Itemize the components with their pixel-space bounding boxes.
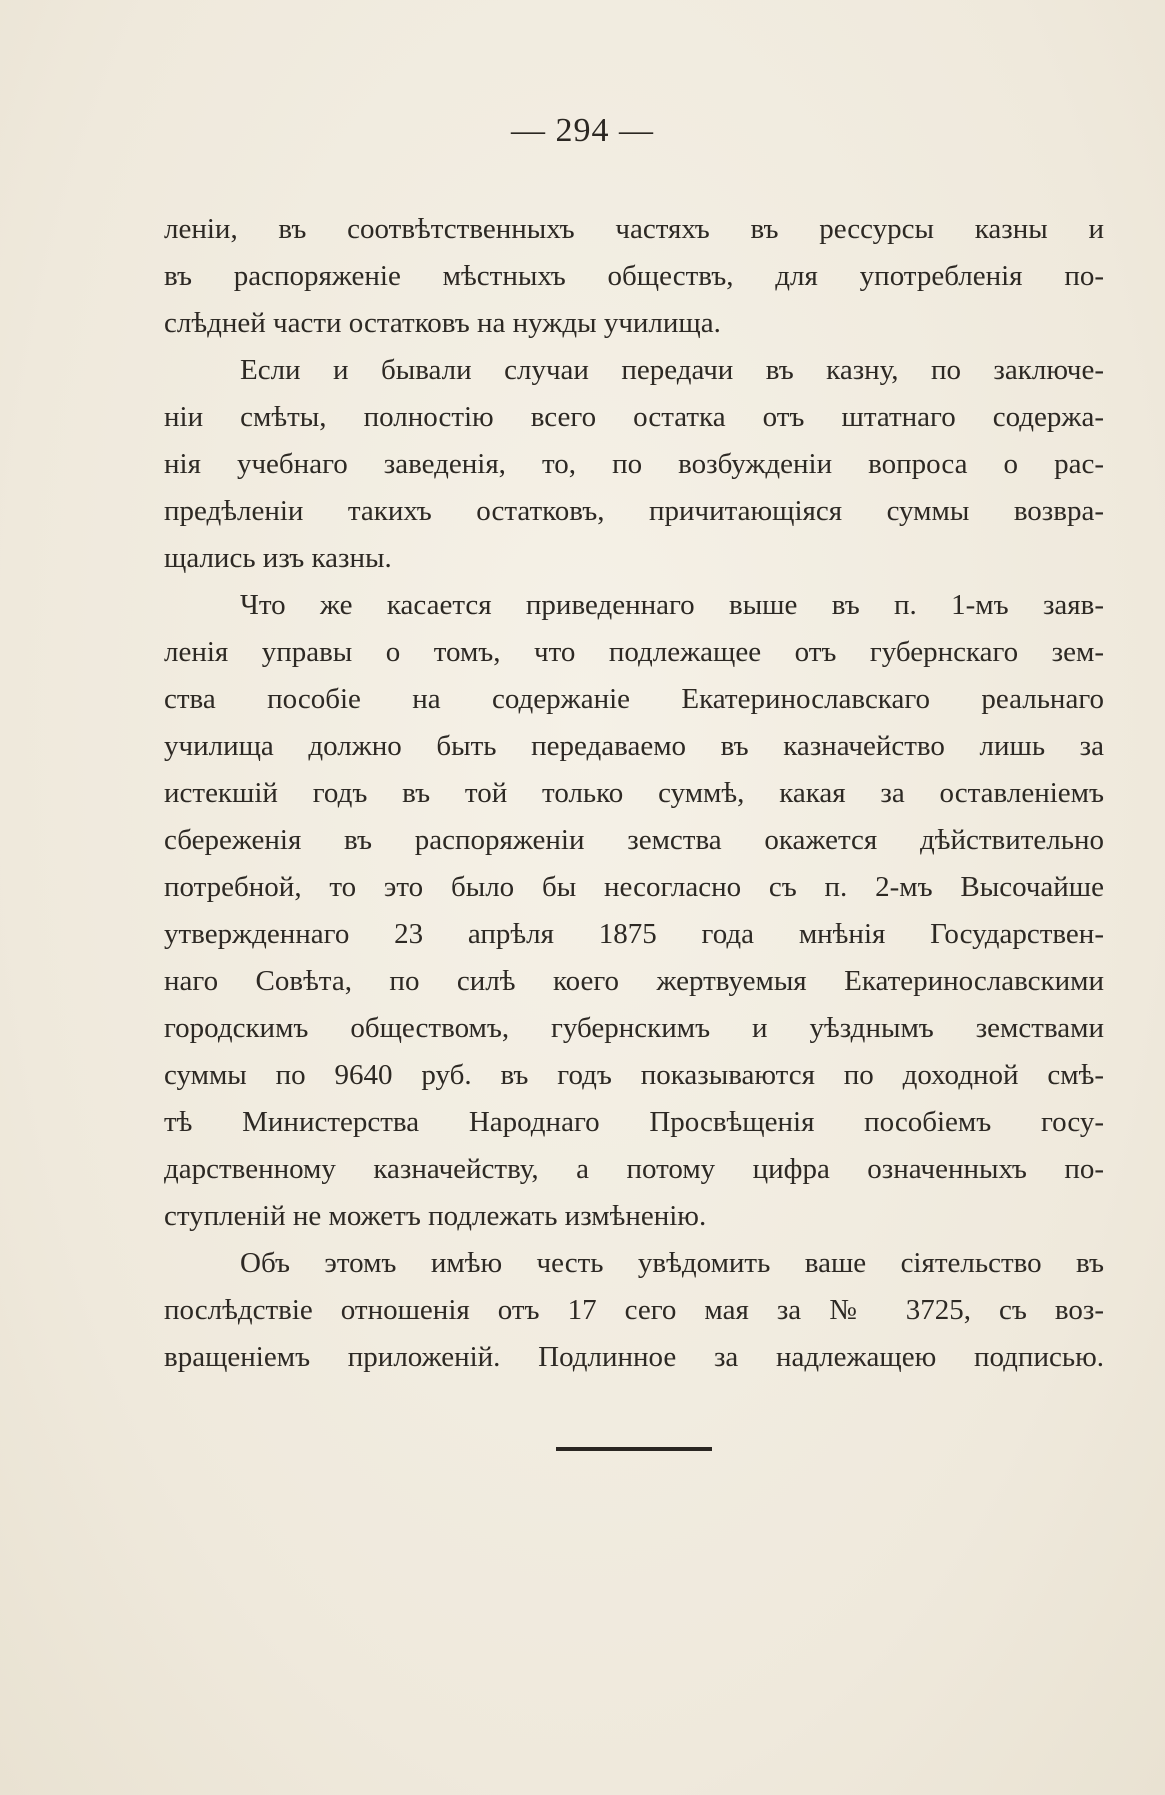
text-line: вращеніемъ приложеній. Подлинное за надлежащею подписью. bbox=[164, 1341, 1104, 1373]
text-line: сбереженія въ распоряженіи земства окажется дѣйствительно bbox=[164, 824, 1104, 856]
text-line: истекшій годъ въ той только суммѣ, какая за оставленіемъ bbox=[164, 777, 1104, 809]
text-line: ніи смѣты, полностію всего остатка отъ штатнаго содержа- bbox=[164, 401, 1104, 433]
text-line: дарственному казначейству, а потому цифра означенныхъ по- bbox=[164, 1153, 1104, 1185]
text-line: щались изъ казны. bbox=[164, 542, 392, 574]
text-line: въ распоряженіе мѣстныхъ обществъ, для употребленія по- bbox=[164, 260, 1104, 292]
page-number: — 294 — bbox=[511, 112, 654, 149]
text-line: городскимъ обществомъ, губернскимъ и уѣзднымъ земствами bbox=[164, 1012, 1104, 1044]
body-text bbox=[164, 206, 1104, 1381]
text-line: слѣдней части остатковъ на нужды училища. bbox=[164, 307, 721, 339]
text-line: Если и бывали случаи передачи въ казну, по заключе- bbox=[240, 354, 1104, 386]
text-line: предѣленіи такихъ остатковъ, причитающіяся суммы возвра- bbox=[164, 495, 1104, 527]
text-line: нія учебнаго заведенія, то, по возбужденіи вопроса о рас- bbox=[164, 448, 1104, 480]
text-line: ступленій не можетъ подлежать измѣненію. bbox=[164, 1200, 707, 1232]
text-line: ленія управы о томъ, что подлежащее отъ губернскаго зем- bbox=[164, 636, 1104, 668]
text-line: послѣдствіе отношенія отъ 17 сего мая за № 3725, съ воз- bbox=[164, 1294, 1104, 1326]
text-line: суммы по 9640 руб. въ годъ показываются по доходной смѣ- bbox=[164, 1059, 1104, 1091]
text-line: училища должно быть передаваемо въ казначейство лишь за bbox=[164, 730, 1104, 762]
text-line: тѣ Министерства Народнаго Просвѣщенія пособіемъ госу- bbox=[164, 1106, 1104, 1138]
text-line: Объ этомъ имѣю честь увѣдомить ваше сіятельство въ bbox=[240, 1247, 1104, 1279]
text-line: ства пособіе на содержаніе Екатеринославскаго реальнаго bbox=[164, 683, 1104, 715]
text-line: Что же касается приведеннаго выше въ п. 1-мъ заяв- bbox=[240, 589, 1104, 621]
section-divider-rule bbox=[556, 1447, 712, 1451]
text-line: потребной, то это было бы несогласно съ п. 2-мъ Высочайше bbox=[164, 871, 1104, 903]
text-line: утвержденнаго 23 апрѣля 1875 года мнѣнія Государствен- bbox=[164, 918, 1104, 950]
text-line: наго Совѣта, по силѣ коего жертвуемыя Екатеринославскими bbox=[164, 965, 1104, 997]
text-line: леніи, въ соотвѣтственныхъ частяхъ въ рессурсы казны и bbox=[164, 213, 1104, 245]
